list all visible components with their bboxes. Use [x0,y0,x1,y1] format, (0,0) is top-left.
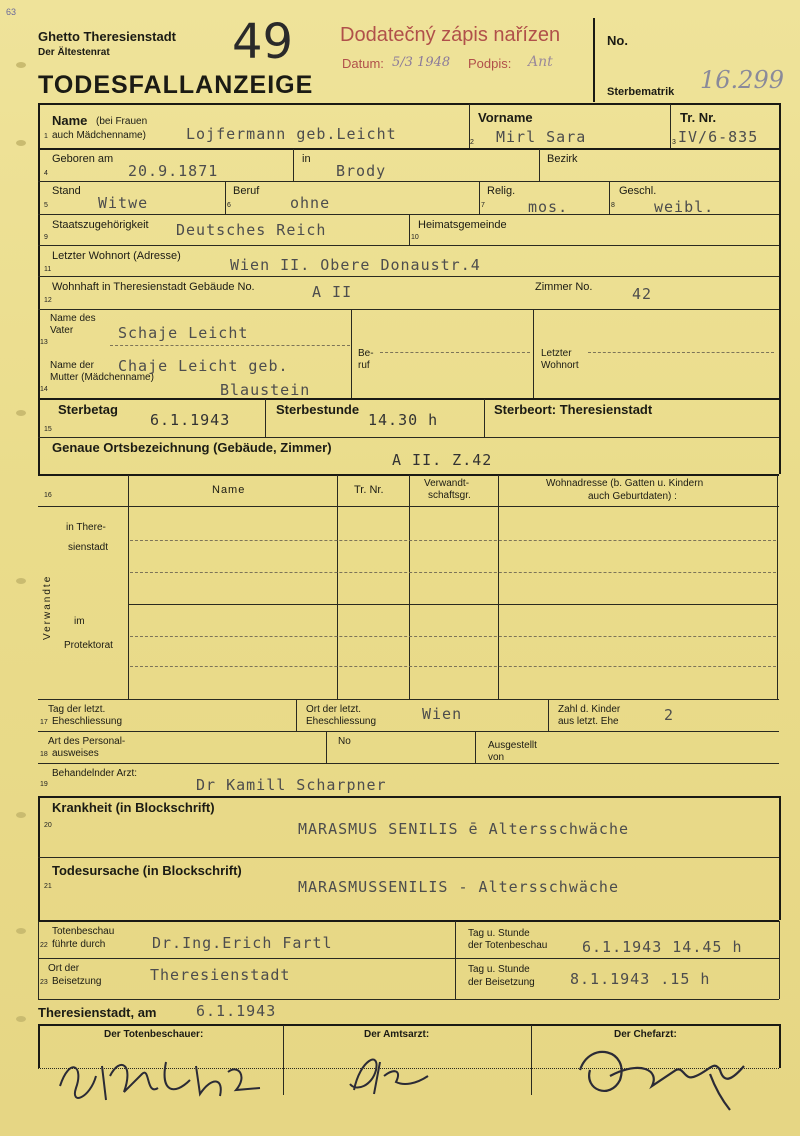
wohnhaft-label: Wohnhaft in Theresienstadt Gebäude No. [52,281,255,293]
heimat-label: Heimatsgemeinde [418,219,507,231]
mutter-label-2: Mutter (Mädchenname) [50,372,154,383]
death-notice-form: 63 Ghetto Theresienstadt Der Ältestenrat TODESFALLANZEIGE 49 Dodatečný zápis nařízen Datum: 5/3 1948 Podpis: Ant No. Sterbematrik 16.299 Name (bei Frauen 1 auch Mädchenname) Lojfermann geb.Leicht Vorname 2 Mirl Sara Tr. Nr. 3 IV/6-835 Geboren am 4 20.9.1871 in Brody Bezirk Stand 5 Witwe Beruf 6 ohne Relig. 7 mos. Geschl. 8 weibl. Staatszugehörigkeit 9 Deutsches Reich Heimatsgemeinde 10 Letzter Wohnort (Adresse) 11 Wien II. Obere Donaustr.4 Wohnhaft in Theresienstadt Gebäude No. 12 A II Zimmer No. 42 Name des Vater 13 Schaje Leicht Name der Mutter (Mädchenname) 14 Chaje Leicht geb. Blaustein Be- ruf Letzter Wohnort Sterbetag 15 6.1.1943 Sterbestunde 14.30 h Sterbeort: Theresienstadt Genaue Ortsbezeichnung (Gebäude, Zimmer) A II. Z.42 16 Name Tr. Nr. Verwandt- schaftsgr. Wohnadresse (b. Gatten u. Kindern auch Geburtdaten) : in There- sienstadt Verwandte im Protektorat Tag der letzt. 17 Eheschliessung Ort der letzt. Eheschliessung Wien Zahl d. Kinder aus letzt. Ehe 2 Art des Personal- 18 ausweises No Ausgestellt von Behandelnder Arzt: 19 Dr Kamill Scharpner Krankheit (in Blockschrift) 20 MARASMUS SENILIS ē Altersschwäche Todesursache (in Blockschrift) 21 MARASMUSSENILIS - Altersschwäche Totenbeschau 22 führte durch Dr.Ing.Erich Fartl Tag u. Stunde der Totenbeschau 6.1.1943 14.45 h Ort der 23 Beisetzung Theresienstadt Tag u. Stunde der Beisetzung 8.1.1943 .15 h Theresienstadt, am 6.1.1943 Der Totenbeschauer: Der Amtsarzt: Der Chefarzt: [0,0,800,1136]
totenbeschau-tag-label-1: Tag u. Stunde [468,928,530,939]
name-label-sub2: auch Mädchenname) [52,130,146,141]
krankheit-label: Krankheit (in Blockschrift) [52,800,215,815]
zimmer-value: 42 [632,285,653,303]
vater-label-1: Name des [50,313,96,324]
name-label: Name [52,113,88,128]
beisetzung-tag-value: 8.1.1943 .15 h [570,970,711,988]
sterbematrik-value: 16.299 [700,66,784,94]
sig-chefarzt-label: Der Chefarzt: [614,1029,677,1040]
ursache-value: MARASMUSSENILIS - Altersschwäche [298,878,619,896]
beisetzung-tag-label-2: der Beisetzung [468,977,535,988]
beisetzung-ort-value: Theresienstadt [150,966,291,984]
beruf-value: ohne [290,194,331,212]
geboren-value: 20.9.1871 [128,162,219,180]
stand-label: Stand [52,185,81,197]
ortsbez-label: Genaue Ortsbezeichnung (Gebäude, Zimmer) [52,440,332,455]
form-title: TODESFALLANZEIGE [38,71,314,99]
letzter-label-2: Wohnort [541,360,579,371]
marriage-ort-label-1: Ort der letzt. [306,704,362,715]
stamp-datum-value: 5/3 1948 [392,55,451,70]
bezirk-label: Bezirk [547,153,578,165]
place-date-label: Theresienstadt, am [38,1005,157,1020]
vorname-value: Mirl Sara [496,128,587,146]
in-there-label-1: in There- [66,522,106,533]
totenbeschau-label-1: Totenbeschau [52,926,115,937]
mutter-value-1: Chaje Leicht geb. [118,357,289,375]
signature-totenbeschauer [50,1036,280,1116]
col-addr-header-1: Wohnadresse (b. Gatten u. Kindern [546,478,704,489]
handwritten-number: 49 [232,14,294,70]
krankheit-value: MARASMUS SENILIS ē Altersschwäche [298,820,630,838]
relig-value: mos. [528,198,569,216]
signature-chefarzt [560,1030,770,1120]
stamp-datum-label: Datum: [342,56,384,71]
sterbematrik-label: Sterbematrik [607,86,675,98]
col-verw-header-1: Verwandt- [424,478,470,489]
beisetzung-ort-label-2: Beisetzung [52,976,102,987]
sig-amtsarzt-label: Der Amtsarzt: [364,1029,430,1040]
zimmer-label: Zimmer No. [535,281,593,293]
marriage-tag-label-2: Eheschliessung [52,716,123,727]
stand-value: Witwe [98,194,149,212]
ausgestellt-label-2: von [488,752,505,763]
ursache-label: Todesursache (in Blockschrift) [52,863,242,878]
beruf2-label-1: Be- [358,348,374,359]
wohnhaft-value: A II [312,283,353,301]
ausweis-label-1: Art des Personal- [48,736,126,747]
sterbestunde-value: 14.30 h [368,411,439,429]
beruf2-label-2: ruf [358,360,370,371]
totenbeschau-label-2: führte durch [52,939,106,950]
marriage-ort-value: Wien [422,705,463,723]
signature-amtsarzt [340,1040,460,1100]
place-date-value: 6.1.1943 [196,1002,277,1020]
arzt-value: Dr Kamill Scharpner [196,776,387,794]
beruf-label: Beruf [233,185,260,197]
totenbeschau-tag-label-2: der Totenbeschau [468,940,548,951]
ausgestellt-label-1: Ausgestellt [488,740,537,751]
kinder-label-1: Zahl d. Kinder [558,704,621,715]
staats-value: Deutsches Reich [176,221,327,239]
stamp-podpis-label: Podpis: [468,56,512,71]
vater-label-2: Vater [50,325,74,336]
totenbeschau-value: Dr.Ing.Erich Fartl [152,934,333,952]
punch-hole [16,928,26,934]
sig-totenbeschauer-label: Der Totenbeschauer: [104,1029,204,1040]
vater-value: Schaje Leicht [118,324,249,342]
staats-label: Staatszugehörigkeit [52,219,149,231]
mutter-value-2: Blaustein [220,381,311,399]
arzt-label: Behandelnder Arzt: [52,768,138,779]
trnr-value: IV/6-835 [678,128,759,146]
in-label: in [302,153,311,165]
ausweis-no-label: No [338,736,351,747]
kinder-label-2: aus letzt. Ehe [558,716,619,727]
col-trnr-header: Tr. Nr. [354,484,384,496]
beisetzung-ort-label-1: Ort der [48,963,80,974]
marriage-ort-label-2: Eheschliessung [306,716,377,727]
in-value: Brody [336,162,387,180]
stamp-additional-entry: Dodatečný zápis nařízen [340,24,561,46]
stamp-signature: Ant [528,54,553,70]
punch-hole [16,62,26,68]
kinder-value: 2 [664,706,675,724]
ortsbez-value: A II. Z.42 [392,451,493,469]
punch-hole [16,578,26,584]
council-name: Der Ältestenrat [38,47,110,58]
geboren-label: Geboren am [52,153,114,165]
ausweis-label-2: ausweises [52,748,99,759]
wohnort-value: Wien II. Obere Donaustr.4 [230,256,481,274]
protektorat-label: Protektorat [64,640,113,651]
sterbeort-label: Sterbeort: Theresienstadt [494,402,653,417]
punch-hole [16,140,26,146]
sterbestunde-label: Sterbestunde [276,402,360,417]
wohnort-label: Letzter Wohnort (Adresse) [52,250,181,262]
trnr-label: Tr. Nr. [680,110,717,125]
beisetzung-tag-label-1: Tag u. Stunde [468,964,530,975]
geschl-value: weibl. [654,198,715,216]
name-value: Lojfermann geb.Leicht [186,125,397,143]
sterbetag-label: Sterbetag [58,402,118,417]
col-verw-header-2: schaftsgr. [428,490,471,501]
totenbeschau-tag-value: 6.1.1943 14.45 h [582,938,743,956]
ghetto-name: Ghetto Theresienstadt [38,29,176,44]
geschl-label: Geschl. [619,185,657,197]
im-label: im [74,616,85,627]
col-addr-header-2: auch Geburtdaten) : [588,491,677,502]
sterbetag-value: 6.1.1943 [150,411,231,429]
punch-hole [16,1016,26,1022]
name-label-sub: (bei Frauen [96,116,148,127]
punch-hole [16,410,26,416]
relatives-side-label: Verwandte [42,574,53,640]
no-label: No. [607,33,628,48]
marriage-tag-label-1: Tag der letzt. [48,704,106,715]
mutter-label-1: Name der [50,360,94,371]
vorname-label: Vorname [478,110,533,125]
col-name-header: Name [212,484,246,496]
relig-label: Relig. [487,185,516,197]
letzter-label-1: Letzter [541,348,572,359]
punch-hole [16,812,26,818]
in-there-label-2: sienstadt [68,542,109,553]
corner-mark: 63 [6,7,17,17]
